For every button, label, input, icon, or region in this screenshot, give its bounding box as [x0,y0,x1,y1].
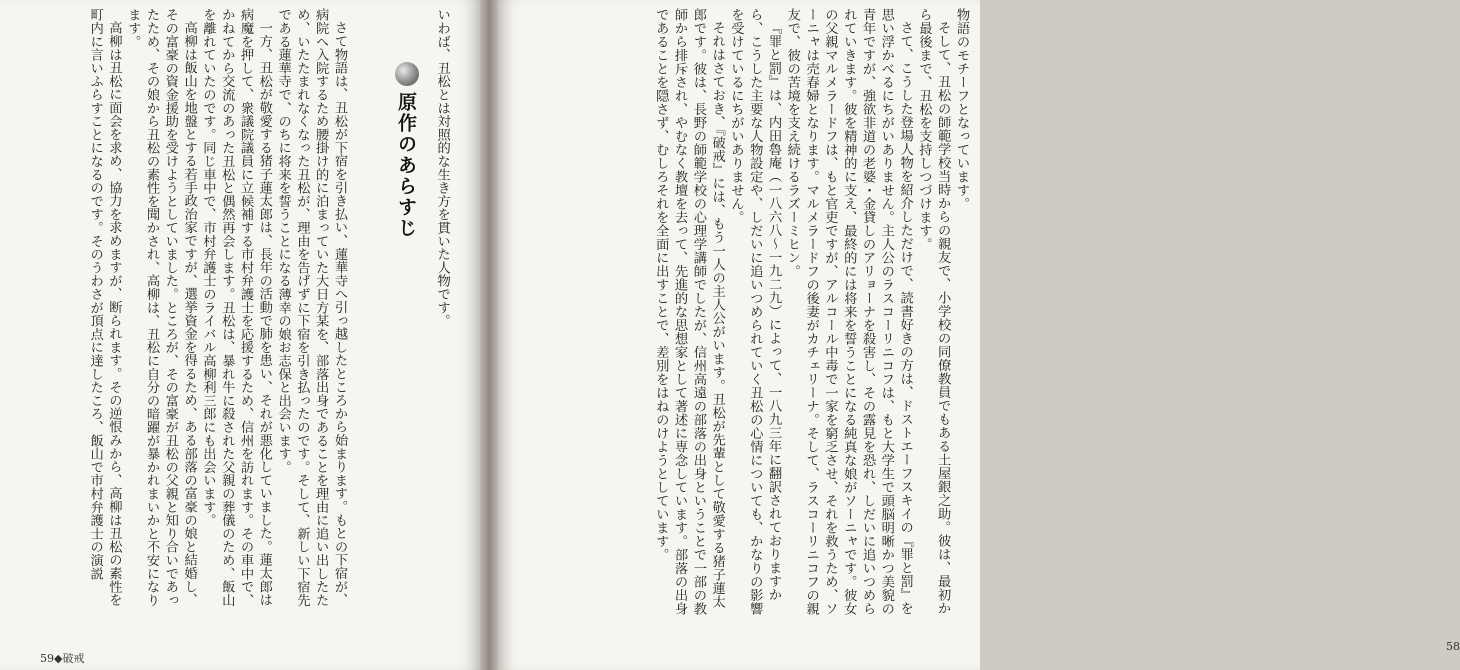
left-page [0,0,480,670]
paragraph: それはさておき、『破戒』には、もう一人の主人公がいます。丑松が先輩として敬愛する猪子蓮太郎です。彼は、長野の師範学校の心理学講師でしたが、信州高遠の部落の出身ということで一部の教師から排斥され、やむなく教壇を去って、先進的な思想家として著述に専念しています。部落の出身であることを隠さず、むしろそれを全面に出すことで、差別をはねのけようとしています。 [653,8,725,616]
section-heading: 原作のあらすじ [395,92,417,239]
paragraph: 一方、丑松が敬愛する猪子蓮太郎は、長年の活動で肺を患い、それが悪化していました。蓮太郎は病魔を押して、衆議院議員に立候補する市村弁護士を応援するため、信州を訪れます。その車中で、かねてから交流のあった丑松と偶然再会します。丑松は、暴れ牛に殺された父親の葬儀のため、飯山を離れていたのです。同じ車中で、市村弁護士のライバル高柳利三郎にも出会います。 [200,8,272,607]
left-body-text [18,8,348,616]
page-number-left: 59◆破戒 [40,652,85,665]
page-number-right: 58 [1446,640,1460,653]
paragraph: 高柳は丑松に面会を求め、協力を求めますが、断られます。その逆恨みから、高柳は丑松の素性を町内に言いふらすことになるのです。そのうわさが頂点に達したころ、飯山で市村弁護士の演説 [87,8,122,607]
left-intro-text [424,8,464,616]
right-page [498,0,1460,670]
paragraph: 『罪と罰』は、内田魯庵（一八六八〜一九二九）によって、一八九三年に翻訳されておりますから、こうした主要な人物設定や、しだいに追いつめられていく丑松の心情についても、かなりの影響を受けているにちがいありません。 [728,8,782,616]
paragraph: さて物語は、丑松が下宿を引き払い、蓮華寺へ引っ越したところから始まります。もとの下宿が、病院へ入院するため腰掛け的に泊まっていた大日方某を、部落出身であることを理由に追い出したため、いたたまれなくなった丑松が、理由を告げずに下宿を引き払ったのです。そして、新しい下宿先である蓮華寺で、のちに将来を誓うことになる薄幸の娘お志保と出会います。 [275,8,347,607]
right-body-text [508,8,970,616]
paragraph: そして、丑松の師範学校当時からの親友で、小学校の同僚教員でもある土屋銀之助。彼は、最初から最後まで、丑松を支持しつづけます。 [916,8,951,616]
paragraph: 物語のモチーフとなっています。 [954,8,969,211]
intro-line: いわば、丑松とは対照的な生き方を貫いた人物です。 [434,8,450,328]
paragraph: 高柳は飯山を地盤とする若手政治家ですが、選挙資金を得るため、ある部落の富豪の娘と結婚し、その富豪の資金援助を受けようとしていました。ところが、その富豪が丑松の父親と知り合いであったため、その娘から丑松の素性を聞かされ、高柳は、丑松に自分の暗躍が暴かれまいかと不安になります。 [125,8,197,607]
heading-bullet-icon [395,62,419,86]
book-gutter [480,0,498,670]
paragraph: さて、こうした登場人物を紹介しただけで、読書好きの方は、ドストエーフスキイの『罪と罰』を思い浮かべるにちがいありません。主人公のラスコーリニコフは、もと大学生で頭脳明晰かつ美貌の青年ですが、強欲非道の老婆・金貸しのアリョーナを殺害し、その露見を恐れ、しだいに追いつめられていきます。彼を精神的に支え、最終的には将来を誓うことになる純真な娘がソーニャです。彼女の父親マルメラードフは、もと官吏ですが、アルコール中毒で一家を窮乏させ、それを救うため、ソーニャは売春婦となります。マルメラードフの後妻がカチェリーナ。そして、ラスコーリニコフの親友で、彼の苦境を支え続けるラズーミヒン。 [784,8,913,616]
